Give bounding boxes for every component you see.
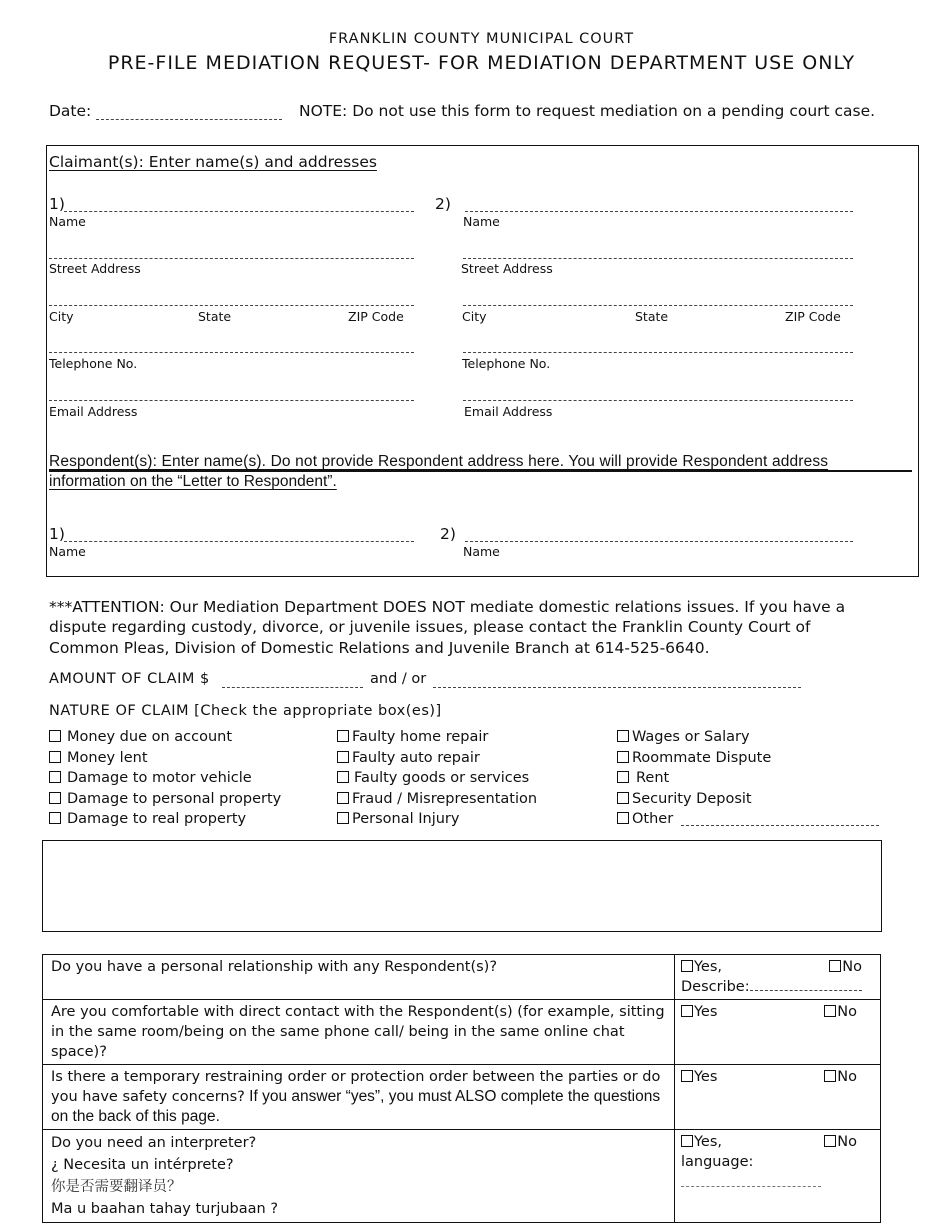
describe-field[interactable] <box>750 990 862 991</box>
question-text: Do you have a personal relationship with any Respondent(s)? <box>43 955 675 1000</box>
checkbox-icon[interactable] <box>337 771 349 783</box>
claim-faulty-home-repair[interactable]: Faulty home repair <box>337 727 537 748</box>
respondent-2-number: 2) <box>440 525 456 543</box>
claimant-2-phone-label: Telephone No. <box>462 356 551 371</box>
respondent-1-name-field[interactable] <box>64 541 414 542</box>
claim-other-field[interactable] <box>681 825 879 826</box>
court-name: FRANKLIN COUNTY MUNICIPAL COURT <box>328 31 635 47</box>
amount-andor: and / or <box>370 671 427 687</box>
claimant-1-city-state-zip-field[interactable] <box>49 305 414 306</box>
claimant-1-email-field[interactable] <box>49 400 414 401</box>
question-text: Is there a temporary restraining order or protection order between the parties or do you have safety concerns? If you answer “yes”, you must ALSO complete the questions on the back of this page. <box>43 1065 675 1130</box>
pending-case-note: NOTE: Do not use this form to request mediation on a pending court case. <box>299 102 876 120</box>
answer-cell <box>675 955 881 1000</box>
claimant-1-state-label: State <box>198 309 232 324</box>
respondents-heading-line2: information on the “Letter to Respondent”. <box>49 473 337 490</box>
language-label: language: <box>681 1154 754 1170</box>
checkbox-icon[interactable] <box>49 792 61 804</box>
claimant-1-city-label: City <box>49 309 74 324</box>
claim-personal-injury[interactable]: Personal Injury <box>337 809 537 830</box>
claim-money-due[interactable]: Money due on account <box>49 727 281 748</box>
question-text: Are you comfortable with direct contact with the Respondent(s) (for example, sitting in the same room/being on the same phone call/ being in the same online chat space)? <box>43 1000 675 1065</box>
claim-roommate[interactable]: Roommate Dispute <box>617 748 771 769</box>
checkbox-icon[interactable] <box>617 730 629 742</box>
question-row-direct-contact <box>43 1000 881 1065</box>
yes-option[interactable]: Yes, <box>681 1134 722 1150</box>
question-row-restraining-order <box>43 1065 881 1130</box>
amount-field[interactable] <box>222 687 363 688</box>
checkbox-icon[interactable] <box>49 730 61 742</box>
claim-fraud[interactable]: Fraud / Misrepresentation <box>337 789 537 810</box>
yes-option[interactable]: Yes, <box>681 959 722 975</box>
date-field[interactable] <box>96 119 282 120</box>
claimant-2-city-state-zip-field[interactable] <box>463 305 853 306</box>
attention-line-2: dispute regarding custody, divorce, or juvenile issues, please contact the Franklin County Court of <box>49 618 811 636</box>
claimant-2-city-label: City <box>462 309 487 324</box>
claimant-1-phone-field[interactable] <box>49 352 414 353</box>
describe-label: Describe: <box>681 979 750 995</box>
question-row-relationship <box>43 955 881 1000</box>
checkbox-icon[interactable] <box>617 771 629 783</box>
respondent-2-name-field[interactable] <box>465 541 853 542</box>
questions-table <box>42 954 881 1223</box>
claimant-2-email-field[interactable] <box>463 400 853 401</box>
claimant-1-email-label: Email Address <box>49 404 138 419</box>
claimant-1-name-field[interactable] <box>64 211 414 212</box>
checkbox-icon[interactable] <box>49 812 61 824</box>
claimant-2-street-label: Street Address <box>461 261 553 276</box>
claimants-heading: Claimant(s): Enter name(s) and addresses <box>49 153 377 171</box>
claim-wages[interactable]: Wages or Salary <box>617 727 771 748</box>
claimant-1-zip-label: ZIP Code <box>348 309 404 324</box>
checkbox-icon[interactable] <box>824 1005 836 1017</box>
claimant-2-phone-field[interactable] <box>463 352 853 353</box>
checkbox-icon[interactable] <box>681 960 693 972</box>
nature-column-3 <box>617 727 771 830</box>
amount-label: AMOUNT OF CLAIM $ <box>49 671 210 687</box>
checkbox-icon[interactable] <box>337 812 349 824</box>
claim-damage-personal-property[interactable]: Damage to personal property <box>49 789 281 810</box>
date-label: Date: <box>49 102 92 120</box>
checkbox-icon[interactable] <box>617 812 629 824</box>
claimant-1-name-label: Name <box>49 214 86 229</box>
yes-option[interactable]: Yes <box>681 1004 717 1020</box>
question-text: Do you need an interpreter? ¿ Necesita un intérprete? 你是否需要翻译员？ Ma u baahan tahay turjubaan ? <box>43 1130 675 1223</box>
checkbox-icon[interactable] <box>681 1135 693 1147</box>
claim-money-lent[interactable]: Money lent <box>49 748 281 769</box>
checkbox-icon[interactable] <box>824 1135 836 1147</box>
claimant-2-name-label: Name <box>463 214 500 229</box>
nature-column-1 <box>49 727 281 830</box>
checkbox-icon[interactable] <box>49 771 61 783</box>
claim-security-deposit[interactable]: Security Deposit <box>617 789 771 810</box>
attention-line-1: ***ATTENTION: Our Mediation Department DOES NOT mediate domestic relations issues. If you have a <box>49 598 846 616</box>
claimant-1-number: 1) <box>49 195 65 213</box>
claimant-2-number: 2) <box>435 195 451 213</box>
respondent-2-name-label: Name <box>463 544 500 559</box>
respondent-1-number: 1) <box>49 525 65 543</box>
no-option[interactable]: No <box>824 1132 857 1152</box>
checkbox-icon[interactable] <box>49 751 61 763</box>
claim-damage-motor-vehicle[interactable]: Damage to motor vehicle <box>49 768 281 789</box>
claimant-2-name-field[interactable] <box>465 211 853 212</box>
nature-label: NATURE OF CLAIM [Check the appropriate box(es)] <box>49 703 442 719</box>
claim-other[interactable]: Other <box>617 809 771 830</box>
nature-column-2 <box>337 727 537 830</box>
checkbox-icon[interactable] <box>681 1070 693 1082</box>
claim-faulty-goods[interactable]: Faulty goods or services <box>337 768 537 789</box>
attention-line-3: Common Pleas, Division of Domestic Relations and Juvenile Branch at 614-525-6640. <box>49 639 710 657</box>
claimant-2-street-field[interactable] <box>463 258 853 259</box>
checkbox-icon[interactable] <box>617 792 629 804</box>
checkbox-icon[interactable] <box>337 730 349 742</box>
no-option[interactable]: No <box>829 957 862 977</box>
form-title: PRE-FILE MEDIATION REQUEST- FOR MEDIATION DEPARTMENT USE ONLY <box>107 52 856 74</box>
claim-faulty-auto-repair[interactable]: Faulty auto repair <box>337 748 537 769</box>
claimant-2-zip-label: ZIP Code <box>785 309 841 324</box>
claimant-1-street-field[interactable] <box>49 258 414 259</box>
claimant-1-street-label: Street Address <box>49 261 141 276</box>
yes-option[interactable]: Yes <box>681 1069 717 1085</box>
respondents-heading-line1: Respondent(s): Enter name(s). Do not provide Respondent address here. You will provide Respondent address <box>49 453 829 470</box>
claim-description-box[interactable] <box>42 840 882 932</box>
claim-rent[interactable]: Rent <box>617 768 771 789</box>
respondent-1-name-label: Name <box>49 544 86 559</box>
respondents-heading-rule <box>49 470 912 472</box>
checkbox-icon[interactable] <box>337 751 349 763</box>
checkbox-icon[interactable] <box>617 751 629 763</box>
checkbox-icon[interactable] <box>824 1070 836 1082</box>
claimant-2-state-label: State <box>635 309 669 324</box>
answer-cell <box>675 1130 881 1223</box>
checkbox-icon[interactable] <box>337 792 349 804</box>
checkbox-icon[interactable] <box>681 1005 693 1017</box>
claimant-2-email-label: Email Address <box>464 404 553 419</box>
amount-other-field[interactable] <box>433 687 801 688</box>
claim-damage-real-property[interactable]: Damage to real property <box>49 809 281 830</box>
claimant-1-phone-label: Telephone No. <box>49 356 138 371</box>
question-row-interpreter <box>43 1130 881 1223</box>
no-option[interactable]: No <box>824 1002 857 1022</box>
answer-cell <box>675 1065 881 1130</box>
checkbox-icon[interactable] <box>829 960 841 972</box>
answer-cell <box>675 1000 881 1065</box>
no-option[interactable]: No <box>824 1067 857 1087</box>
language-field[interactable] <box>681 1172 821 1187</box>
